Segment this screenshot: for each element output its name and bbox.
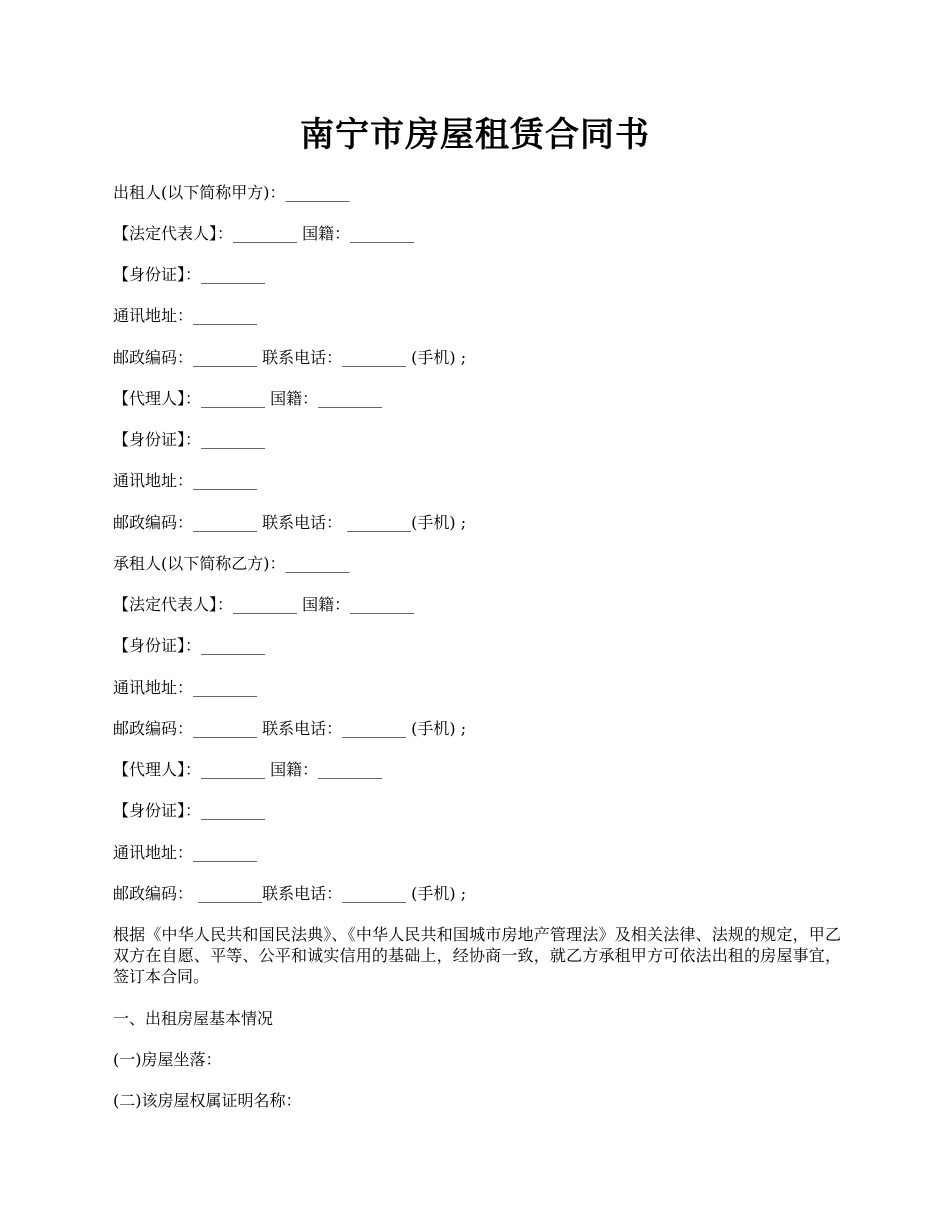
section-heading: 一、出租房屋基本情况 xyxy=(113,1009,274,1028)
ownership-cert-item: (二)该房屋权属证明名称： xyxy=(113,1091,302,1110)
lessor-agent-postcode-phone-line: 邮政编码：________ 联系电话： ________(手机) ; xyxy=(113,513,467,532)
lessor-agent-address-line: 通讯地址：________ xyxy=(113,471,258,490)
lessor-line: 出租人(以下简称甲方)：________ xyxy=(113,183,350,202)
lessee-agent-postcode-phone-line: 邮政编码： ________联系电话：________ (手机) ; xyxy=(113,884,467,903)
lessor-agent-line: 【代理人】：________ 国籍：________ xyxy=(113,389,383,408)
document-title: 南宁市房屋租赁合同书 xyxy=(300,115,650,155)
lessee-line: 承租人(以下简称乙方)：________ xyxy=(113,554,350,573)
lessee-address-line: 通讯地址：________ xyxy=(113,678,258,697)
lessee-agent-address-line: 通讯地址：________ xyxy=(113,843,258,862)
lessee-agent-line: 【代理人】：________ 国籍：________ xyxy=(113,760,383,779)
lessee-postcode-phone-line: 邮政编码：________ 联系电话：________ (手机) ; xyxy=(113,719,467,738)
lessee-legal-rep-line: 【法定代表人】：________ 国籍：________ xyxy=(113,595,415,614)
lessor-legal-rep-line: 【法定代表人】：________ 国籍：________ xyxy=(113,224,415,243)
lessor-address-line: 通讯地址：________ xyxy=(113,306,258,325)
lessor-agent-id-line: 【身份证】：________ xyxy=(113,430,266,449)
lessee-id-line: 【身份证】：________ xyxy=(113,636,266,655)
lessor-id-line: 【身份证】：________ xyxy=(113,265,266,284)
lessee-agent-id-line: 【身份证】：________ xyxy=(113,801,266,820)
house-location-item: (一)房屋坐落： xyxy=(113,1050,222,1069)
lessor-postcode-phone-line: 邮政编码：________ 联系电话：________ (手机) ; xyxy=(113,348,467,367)
contract-preamble: 根据《中华人民共和国民法典》、《中华人民共和国城市房地产管理法》及相关法律、法规的规定，甲乙双方在自愿、平等、公平和诚实信用的基础上，经协商一致，就乙方承租甲方可依法出租的房屋事宜，签订本合同。 xyxy=(113,925,841,986)
